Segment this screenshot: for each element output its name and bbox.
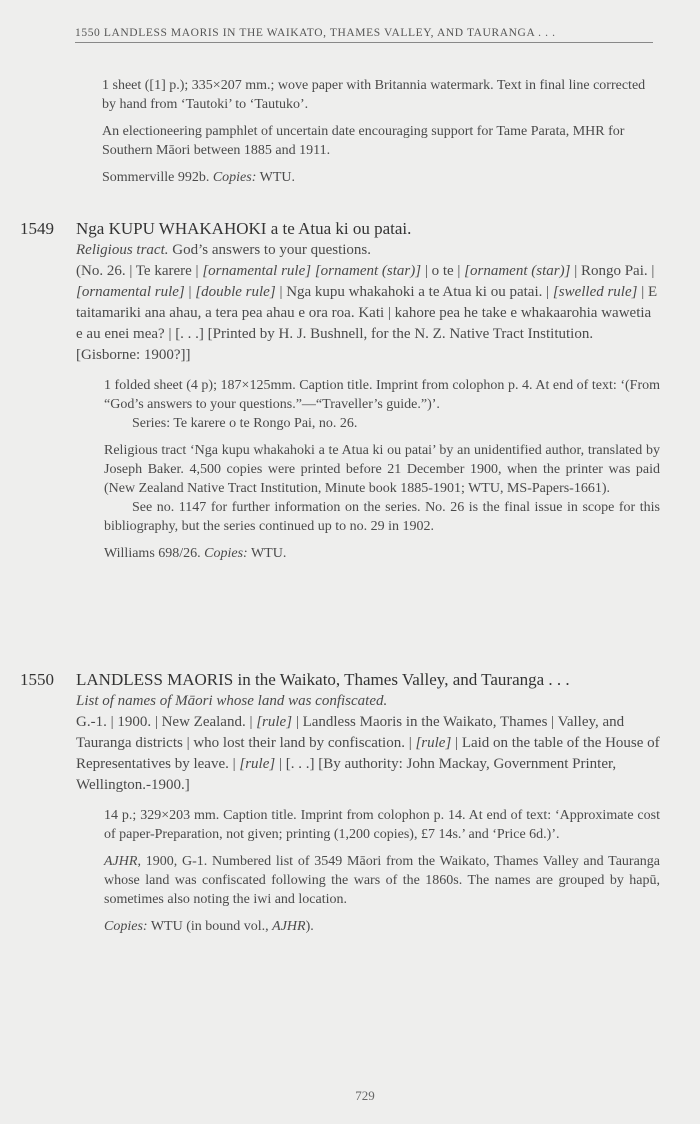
editorial-note: [double rule]	[195, 284, 276, 300]
entry-transcription	[76, 261, 660, 366]
prelude-notes	[102, 76, 654, 187]
entry-description	[104, 376, 660, 563]
entry-number: 1549	[20, 219, 54, 238]
entry-1550	[20, 668, 660, 936]
entry-heading	[20, 668, 660, 691]
copies-note: Copies: WTU (in bound vol., AJHR).	[104, 919, 314, 934]
transcription-text: | o te |	[421, 263, 465, 279]
entry-transcription	[76, 712, 660, 796]
entry-title: LANDLESS MAORIS in the Waikato, Thames Valley, and Tauranga . . .	[76, 670, 570, 689]
entry-body	[76, 240, 660, 563]
entry-body	[76, 691, 660, 936]
entry-title: Nga KUPU WHAKAHOKI a te Atua ki ou patai.	[76, 219, 412, 238]
transcription-text: | Landless Maoris in the Waikato, Thames | Valley, and Tauranga districts | who lost their land by confiscation. |	[76, 714, 625, 751]
references: Williams 698/26. Copies: WTU.	[104, 546, 287, 561]
transcription-text: | [. . .] [By authority: John Mackay, Government Printer, Wellington.-1900.]	[76, 756, 617, 793]
transcription-text: | E taitamariki ana ahau, a tera pea ahau e ora roa. Kati | kahore pea he take e whakaarohia wawetia e au enei mea? | [. . .] [Printed by H. J. Bushnell, for the N. Z. Native Tract Institution. [Gisborne: 1900?]]	[76, 284, 658, 363]
transcription-text: | Rongo Pai. |	[570, 263, 655, 279]
transcription-text: |	[184, 284, 196, 300]
entry-heading	[20, 217, 660, 240]
editorial-note: [swelled rule]	[552, 284, 638, 300]
entry-1549	[20, 217, 660, 563]
content-note: Religious tract ‘Nga kupu whakahoki a te Atua ki ou patai’ by an unidentified author, translated by Joseph Baker. 4,500 copies were printed before 21 December 1900, when the printer was paid (New Zealand Native Tract Institution, Minute book 1885-1901; WTU, MS-Papers-1661).	[104, 443, 660, 496]
entry-subtitle: Religious tract. God’s answers to your questions.	[76, 242, 371, 258]
editorial-note: [rule]	[239, 756, 276, 772]
entry-subtitle: List of names of Māori whose land was confiscated.	[76, 693, 388, 709]
transcription-text: G.-1. | 1900. | New Zealand. |	[76, 714, 257, 730]
transcription-text: (No. 26. | Te karere |	[76, 263, 203, 279]
running-head: 1550 LANDLESS MAORIS IN THE WAIKATO, THAMES VALLEY, AND TAURANGA . . .	[75, 27, 653, 43]
editorial-note: [rule]	[415, 735, 452, 751]
prelude-note: An electioneering pamphlet of uncertain date encouraging support for Tame Parata, MHR for Southern Māori between 1885 and 1911.	[102, 124, 625, 158]
entry-description	[104, 806, 660, 936]
transcription-text: | Laid on the table of the House of Representatives by leave. |	[76, 735, 660, 772]
editorial-note: [ornamental rule]	[76, 284, 185, 300]
prelude-physical-description: 1 sheet ([1] p.); 335×207 mm.; wove paper with Britannia watermark. Text in final line corrected by hand from ‘Tautoki’ to ‘Tautuko’.	[102, 78, 646, 112]
editorial-note: [rule]	[256, 714, 293, 730]
editorial-note: [ornamental rule]	[202, 263, 312, 279]
physical-description: 14 p.; 329×203 mm. Caption title. Imprint from colophon p. 14. At end of text: ‘Approximate cost of paper-Preparation, not given; printing (1,200 copies), £7 14s.’ and ‘Price 6d.)’.	[104, 808, 660, 842]
series-reference-note: See no. 1147 for further information on the series. No. 26 is the final issue in scope for this bibliography, but the series continued up to no. 29 in 1902.	[104, 500, 660, 534]
page-number: 729	[355, 1088, 375, 1103]
prelude-references: Sommerville 992b. Copies: WTU.	[102, 170, 296, 185]
editorial-note: [ornament (star)]	[314, 263, 422, 279]
entry-number: 1550	[20, 670, 54, 689]
content-note: AJHR, 1900, G-1. Numbered list of 3549 Māori from the Waikato, Thames Valley and Tauranga whose land was confiscated following the wars of the 1860s. The names are grouped by hapū, sometimes also noting the iwi and location.	[104, 854, 660, 907]
physical-description: 1 folded sheet (4 p); 187×125mm. Caption title. Imprint from colophon p. 4. At end of text: ‘(From “God’s answers to your questions.”—“Traveller’s guide.”)’.	[104, 378, 660, 412]
series-note: Series: Te karere o te Rongo Pai, no. 26.	[132, 416, 358, 431]
editorial-note: [ornament (star)]	[464, 263, 571, 279]
transcription-text: | Nga kupu whakahoki a te Atua ki ou patai. |	[275, 284, 553, 300]
